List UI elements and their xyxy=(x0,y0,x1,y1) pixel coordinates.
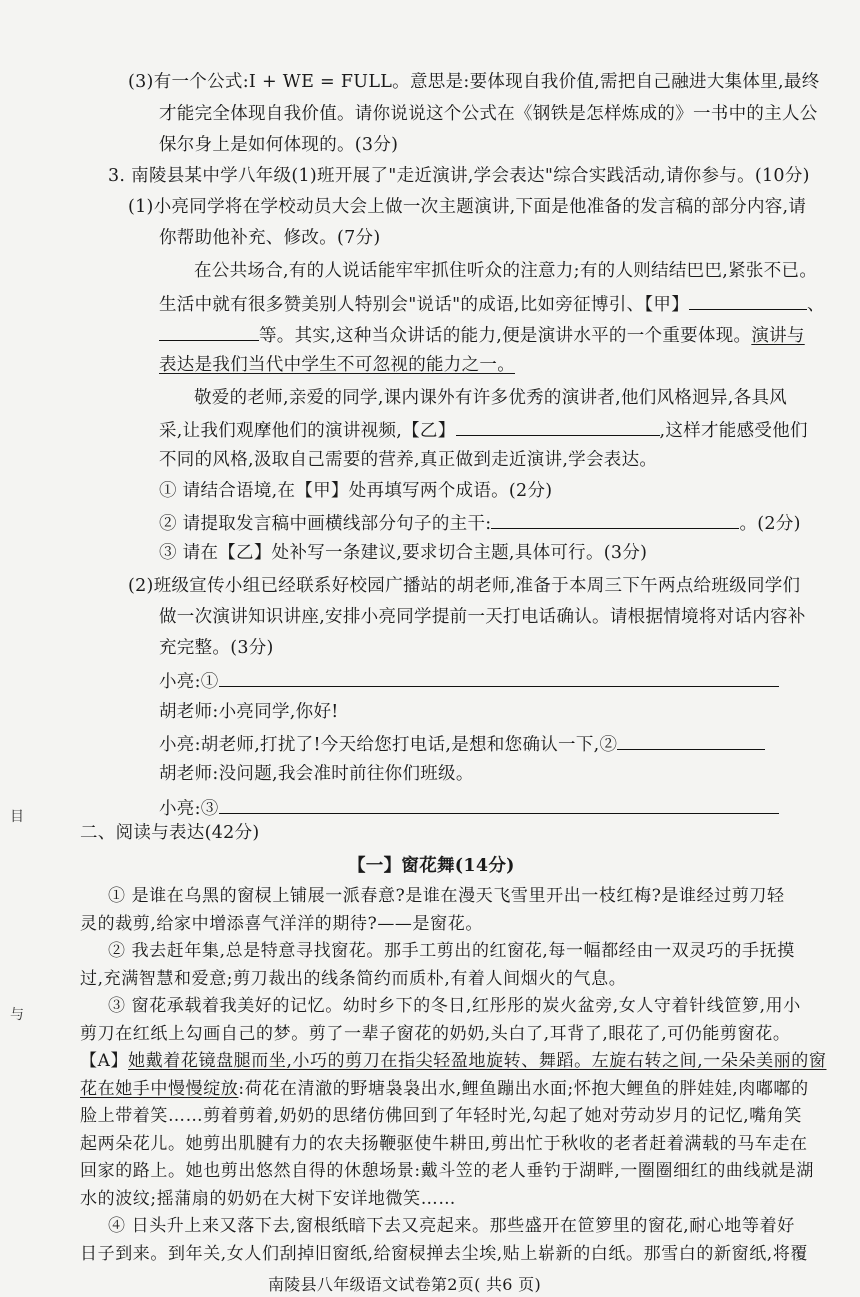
speech-p2-line2-text-b: ,这样才能感受他们 xyxy=(659,421,808,441)
p3-line4-rest: :荷花在清澈的野塘袅袅出水,鲤鱼蹦出水面;怀抱大鲤鱼的胖娃娃,肉嘟嘟的 xyxy=(238,1079,809,1099)
speech-p1-line2-text: 生活中就有很多赞美别人特别会"说话"的成语,比如旁征博引、【甲】 xyxy=(159,295,690,315)
marker-a: 【A】 xyxy=(80,1051,129,1071)
q3-sub2-line2: 做一次演讲知识讲座,安排小亮同学提前一天打电话确认。请根据情境将对话内容补 xyxy=(159,607,806,627)
p2-line1: ② 我去赶年集,总是特意寻找窗花。那手工剪出的红窗花,每一幅都经由一双灵巧的手抚摸 xyxy=(108,941,795,961)
q3-sub1-line2: 你帮助他补充、修改。(7分) xyxy=(159,228,381,248)
section2-heading: 二、阅读与表达(42分) xyxy=(80,823,260,843)
p3-line3 xyxy=(80,1049,826,1073)
speech-p2-line2-text-a: 采,让我们观摩他们的演讲视频,【乙】 xyxy=(159,421,456,441)
task-1: ① 请结合语境,在【甲】处再填写两个成语。(2分) xyxy=(159,481,553,501)
underlined-sentence-part1: 演讲与 xyxy=(751,326,805,346)
p1-line2: 灵的裁剪,给家中增添喜气洋洋的期待?——是窗花。 xyxy=(80,914,483,934)
blank-main-trunk[interactable] xyxy=(491,510,739,529)
blank-dialog-2[interactable] xyxy=(617,731,765,750)
speech-p1-line3 xyxy=(159,322,805,348)
dialog-3-text: 小亮:胡老师,打扰了!今天给您打电话,是想和您确认一下,② xyxy=(159,735,618,755)
p3-line2: 剪刀在红纸上勾画自己的梦。剪了一辈子窗花的奶奶,头白了,耳背了,眼花了,可仍能剪窗花。 xyxy=(80,1024,791,1044)
speech-p2-line3: 不同的风格,汲取自己需要的营养,真正做到走近演讲,学会表达。 xyxy=(159,450,658,470)
blank-jia-2[interactable] xyxy=(159,322,259,341)
margin-mark-1: 目 xyxy=(10,809,24,825)
q3-sub1-line1: (1)小亮同学将在学校动员大会上做一次主题演讲,下面是他准备的发言稿的部分内容,请 xyxy=(128,197,807,217)
q2-item3-line2: 才能完全体现自我价值。请你说说这个公式在《钢铁是怎样炼成的》一书中的主人公 xyxy=(159,104,818,124)
passage-title: 【一】窗花舞(14分) xyxy=(348,856,515,876)
p3-line6: 起两朵花儿。她剪出肌腱有力的农夫扬鞭驱使牛耕田,剪出忙于秋收的老者赶着满载的马车走在 xyxy=(80,1134,808,1154)
speech-p2-line2 xyxy=(159,417,808,443)
speech-p1-line2-end: 、 xyxy=(807,295,825,315)
dialog-5-text: 小亮:③ xyxy=(159,799,219,819)
speech-p1-line2 xyxy=(159,291,825,317)
q2-item3-line3: 保尔身上是如何体现的。(3分) xyxy=(159,135,399,155)
speech-p2-line1: 敬爱的老师,亲爱的同学,课内课外有许多优秀的演讲者,他们风格迥异,各具风 xyxy=(194,388,788,408)
p4-line2: 日子到来。到年关,女人们刮掉旧窗纸,给窗棂掸去尘埃,贴上崭新的白纸。那雪白的新窗纸,将覆 xyxy=(80,1244,809,1264)
underlined-a-part2: 花在她手中慢慢绽放 xyxy=(80,1079,239,1099)
dialog-1-text: 小亮:① xyxy=(159,672,219,692)
task-2-score: 。(2分) xyxy=(739,514,801,534)
p3-line1: ③ 窗花承载着我美好的记忆。幼时乡下的冬日,红彤彤的炭火盆旁,女人守着针线笸箩,用小 xyxy=(108,996,801,1016)
page-footer: 南陵县八年级语文试卷第2页( 共6 页) xyxy=(268,1275,542,1294)
dialog-line-4: 胡老师:没问题,我会准时前往你们班级。 xyxy=(159,764,474,784)
p2-line2: 过,充满智慧和爱意;剪刀裁出的线条简约而质朴,有着人间烟火的气息。 xyxy=(80,969,627,989)
task-2 xyxy=(159,510,801,536)
underlined-a-part1: 她戴着花镜盘腿而坐,小巧的剪刀在指尖轻盈地旋转、舞蹈。左旋右转之间,一朵朵美丽的窗 xyxy=(128,1051,827,1071)
speech-p1-line1: 在公共场合,有的人说话能牢牢抓住听众的注意力;有的人则结结巴巴,紧张不已。 xyxy=(194,261,818,281)
speech-p1-line3-text: 等。其实,这种当众讲话的能力,便是演讲水平的一个重要体现。 xyxy=(259,326,752,346)
p1-line1: ① 是谁在乌黑的窗棂上铺展一派春意?是谁在漫天飞雪里开出一枝红梅?是谁经过剪刀轻 xyxy=(108,886,785,906)
speech-p1-line4 xyxy=(159,353,515,377)
task-2-text: ② 请提取发言稿中画横线部分句子的主干: xyxy=(159,514,492,534)
dialog-line-1 xyxy=(159,668,779,694)
margin-mark-2: 与 xyxy=(10,1007,24,1023)
underlined-sentence-part2: 表达是我们当代中学生不可忽视的能力之一。 xyxy=(159,355,515,375)
dialog-line-3 xyxy=(159,731,765,757)
p3-line4 xyxy=(80,1077,809,1101)
dialog-line-2: 胡老师:小亮同学,你好! xyxy=(159,702,339,722)
task-3: ③ 请在【乙】处补写一条建议,要求切合主题,具体可行。(3分) xyxy=(159,543,648,563)
blank-dialog-3[interactable] xyxy=(219,795,779,814)
q3-sub2-line3: 充完整。(3分) xyxy=(159,638,274,658)
q3-sub2-line1: (2)班级宣传小组已经联系好校园广播站的胡老师,准备于本周三下午两点给班级同学们 xyxy=(128,576,801,596)
dialog-line-5 xyxy=(159,795,779,821)
p3-line5: 脸上带着笑……剪着剪着,奶奶的思绪仿佛回到了年轻时光,勾起了她对劳动岁月的记忆,嘴角笑 xyxy=(80,1106,803,1126)
q2-item3-line1: (3)有一个公式:I + WE = FULL。意思是:要体现自我价值,需把自己融进大集体里,最终 xyxy=(128,72,820,92)
blank-dialog-1[interactable] xyxy=(219,668,779,687)
blank-jia-1[interactable] xyxy=(689,291,807,310)
p3-line8: 水的波纹;摇蒲扇的奶奶在大树下安详地微笑…… xyxy=(80,1189,456,1209)
blank-yi[interactable] xyxy=(456,417,660,436)
p4-line1: ④ 日头升上来又落下去,窗根纸暗下去又亮起来。那些盛开在笸箩里的窗花,耐心地等着好 xyxy=(108,1216,795,1236)
p3-line7: 回家的路上。她也剪出悠然自得的休憩场景:戴斗笠的老人垂钓于湖畔,一圈圈细红的曲线就是湖 xyxy=(80,1161,814,1181)
q3-heading: 3. 南陵县某中学八年级(1)班开展了"走近演讲,学会表达"综合实践活动,请你参与。(10分) xyxy=(108,166,810,186)
